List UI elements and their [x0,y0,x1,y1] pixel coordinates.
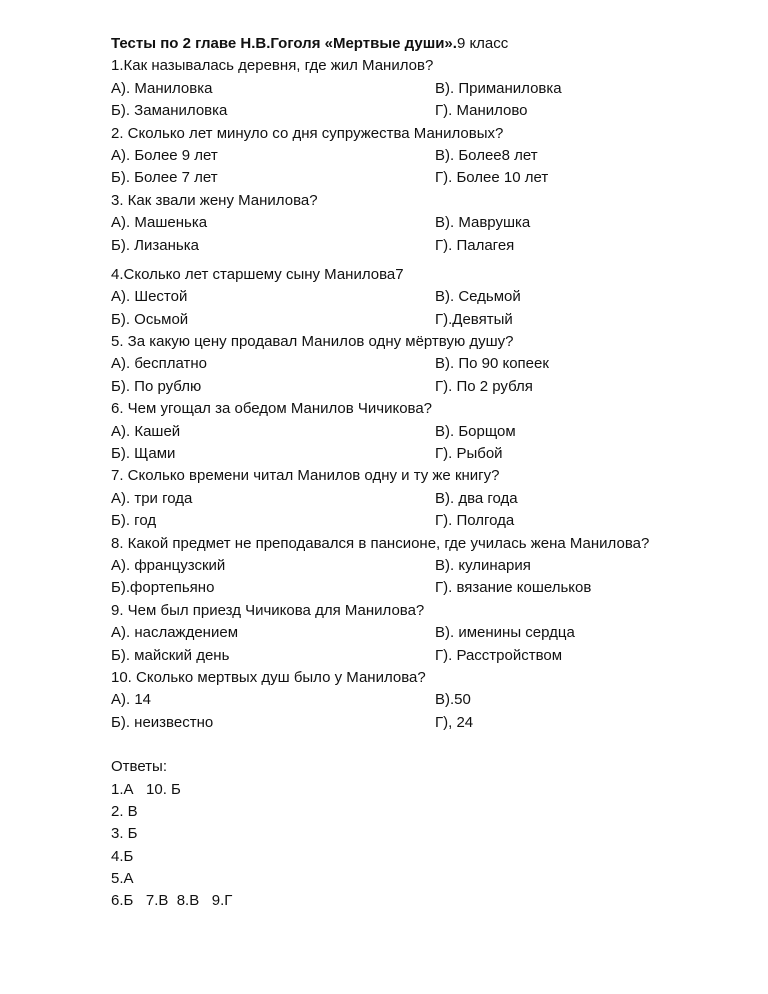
option-a: А). Более 9 лет [111,146,218,164]
option-row [111,421,711,443]
answers-heading: Ответы: [111,758,168,776]
question-text: 2. Сколько лет минуло со дня супружества Маниловых? [111,124,504,142]
document-title [111,33,711,55]
option-row [111,645,711,667]
document-page [111,33,711,913]
option-row [111,235,711,257]
option-v: В). Маврушка [435,214,531,232]
option-a: А). Кашей [111,422,181,440]
option-b: Б). год [111,512,157,530]
option-row [111,145,711,167]
option-a: А). Машенька [111,214,208,232]
option-a: А). 14 [111,691,152,709]
option-row [111,212,711,234]
option-g: Г). Рыбой [435,445,503,463]
option-v: В). именины сердца [435,624,575,642]
question-text: 10. Сколько мертвых душ было у Манилова? [111,668,426,686]
answer-line: 5.А [111,870,134,888]
spacer [111,734,711,756]
option-row [111,577,711,599]
option-a: А). три года [111,489,193,507]
question-text: 9. Чем был приезд Чичикова для Манилова? [111,601,425,619]
title-bold-part: Тесты по 2 главе Н.В.Гоголя «Мертвые души». [111,35,457,52]
option-g: Г). Полгода [435,512,515,530]
option-g: Г).Девятый [435,310,513,328]
option-a: А). Шестой [111,288,188,306]
question-text: 3. Как звали жену Манилова? [111,191,318,209]
option-a: А). французский [111,556,226,574]
option-row [111,376,711,398]
option-v: В). Седьмой [435,288,521,306]
option-row [111,78,711,100]
option-a: А). наслаждением [111,624,239,642]
option-v: В).50 [435,691,471,709]
option-row [111,286,711,308]
option-b: Б). Лизанька [111,236,199,254]
option-g: Г). вязание кошельков [435,579,592,597]
option-row [111,353,711,375]
option-v: В). Борщом [435,422,516,440]
question-text: 5. За какую цену продавал Манилов одну мёртвую душу? [111,333,514,351]
answer-line: 2. В [111,802,138,820]
answer-line: 4.Б [111,847,134,865]
option-v: В). два года [435,489,518,507]
option-b: Б). По рублю [111,377,202,395]
option-v: В). Более8 лет [435,146,538,164]
option-g: Г). Палагея [435,236,515,254]
option-b: Б). Заманиловка [111,102,228,120]
option-v: В). кулинария [435,556,531,574]
title-grade: 9 класс [456,35,509,52]
question-text: 8. Какой предмет не преподавался в пансионе, где училась жена Манилова? [111,534,650,552]
option-g: Г). Манилово [435,102,528,120]
option-v: В). По 90 копеек [435,355,549,373]
question-text: 6. Чем угощал за обедом Манилов Чичикова? [111,400,433,418]
question-text: 7. Сколько времени читал Манилов одну и ту же книгу? [111,467,500,485]
option-b: Б). Более 7 лет [111,169,218,187]
option-row [111,622,711,644]
option-g: Г). Более 10 лет [435,169,549,187]
option-b: Б).фортепьяно [111,579,215,597]
question-text: 4.Сколько лет старшему сыну Манилова7 [111,265,404,283]
option-row [111,510,711,532]
option-b: Б). неизвестно [111,713,214,731]
option-a: А). бесплатно [111,355,207,373]
option-row [111,167,711,189]
option-row [111,689,711,711]
option-row [111,488,711,510]
answer-line: 6.Б 7.В 8.В 9.Г [111,892,233,910]
option-b: Б). майский день [111,646,230,664]
spacer [111,257,711,264]
option-a: А). Маниловка [111,79,213,97]
question-text: 1.Как называлась деревня, где жил Манилов? [111,57,434,75]
option-g: Г). Расстройством [435,646,563,664]
option-g: Г), 24 [435,713,474,731]
option-row [111,309,711,331]
option-g: Г). По 2 рубля [435,377,533,395]
option-row [111,712,711,734]
answer-line: 1.А 10. Б [111,780,181,798]
option-b: Б). Щами [111,445,176,463]
option-row [111,100,711,122]
option-row [111,555,711,577]
answer-line: 3. Б [111,825,138,843]
option-v: В). Приманиловка [435,79,562,97]
option-row [111,443,711,465]
option-b: Б). Осьмой [111,310,189,328]
